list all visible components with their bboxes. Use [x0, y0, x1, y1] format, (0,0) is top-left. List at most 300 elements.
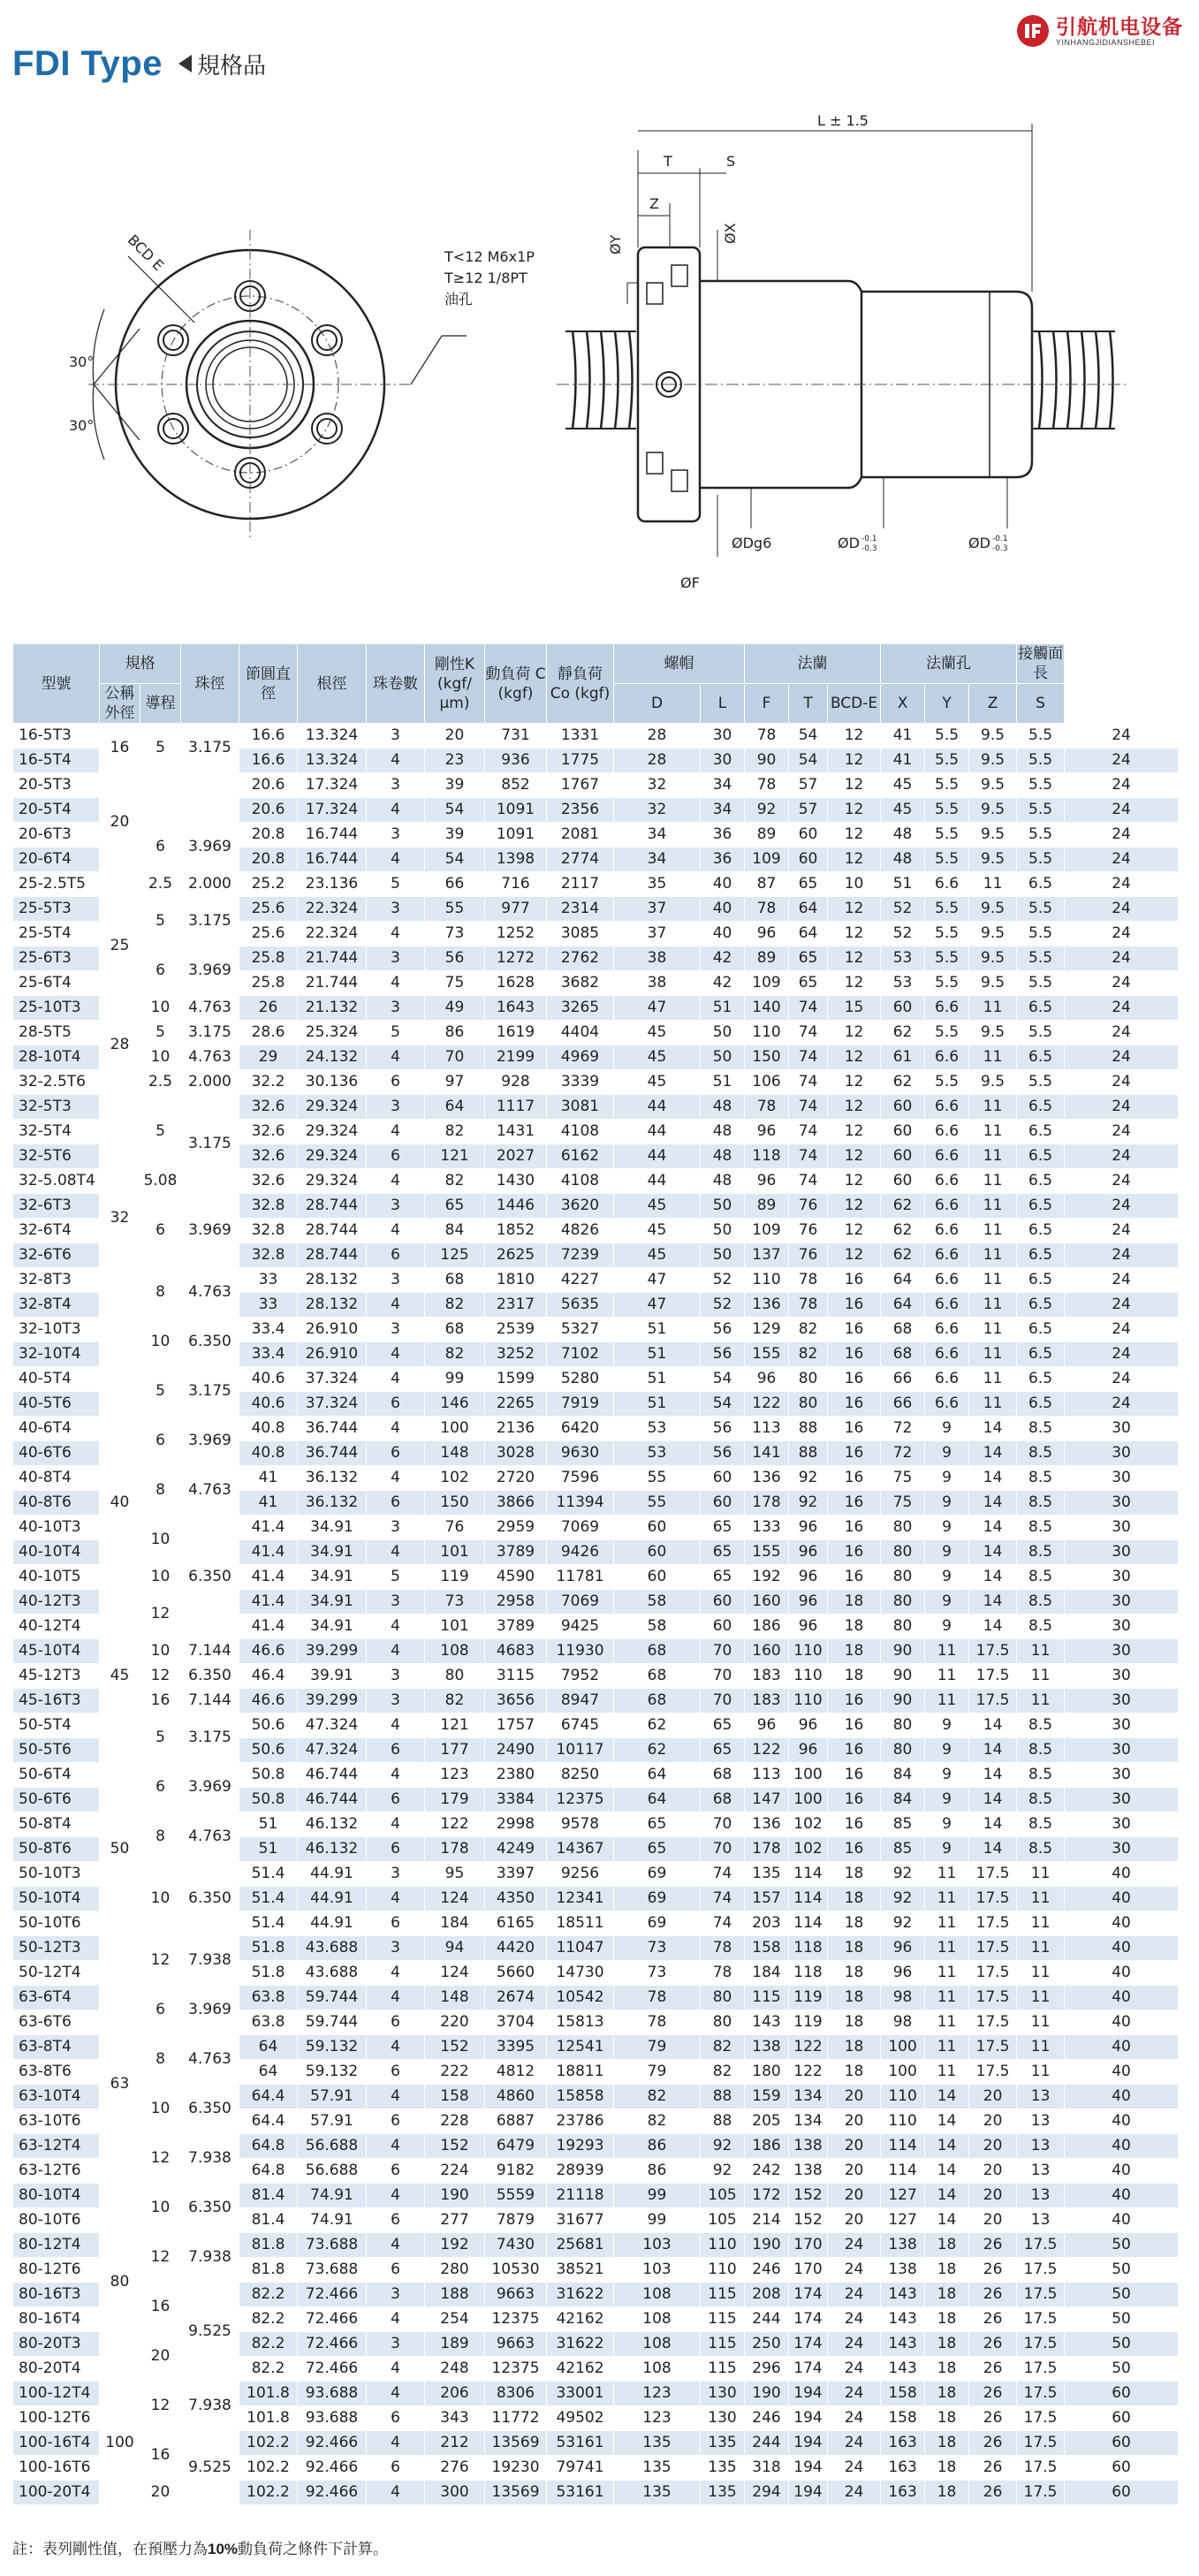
table-cell: 40 [1065, 1887, 1179, 1911]
table-cell: 10542 [547, 1986, 614, 2010]
table-cell: 5.5 [1017, 773, 1065, 798]
table-cell: 9.5 [969, 724, 1017, 748]
table-cell: 11 [925, 1639, 969, 1664]
table-cell: 6.350 [181, 2085, 239, 2134]
table-cell: 69 [614, 1911, 701, 1936]
table-cell: 2027 [485, 1144, 547, 1169]
table-cell: 63-8T4 [13, 2035, 100, 2060]
table-cell: 11 [969, 872, 1017, 897]
table-cell: 6 [140, 946, 181, 996]
spec-table-body [13, 724, 1179, 2505]
footnote-bold: 10% [208, 2541, 239, 2557]
table-cell: 114 [881, 2159, 925, 2184]
table-cell: 51 [614, 1367, 701, 1392]
table-row [13, 1986, 1179, 2010]
table-cell: 4.763 [181, 1812, 239, 1862]
table-cell: 72.466 [298, 2307, 367, 2332]
table-cell: 110 [701, 2233, 745, 2258]
table-cell: 30 [1065, 1763, 1179, 1788]
table-cell: 122 [745, 1738, 789, 1763]
table-cell: 64 [881, 1268, 925, 1293]
table-cell: 11 [1017, 1887, 1065, 1911]
table-cell: 6 [367, 2258, 425, 2283]
table-cell: 24 [1065, 1367, 1179, 1392]
table-cell: 68 [614, 1689, 701, 1714]
table-cell: 40 [1065, 2184, 1179, 2208]
table-cell: 5 [367, 1021, 425, 1045]
table-cell: 28939 [547, 2159, 614, 2184]
table-cell: 136 [745, 1812, 789, 1837]
table-cell: 53 [614, 1417, 701, 1441]
table-cell: 4 [367, 1466, 425, 1491]
table-cell: 1852 [485, 1219, 547, 1243]
table-cell: 1091 [485, 798, 547, 823]
table-cell: 16 [828, 1689, 881, 1714]
table-cell: 12 [828, 897, 881, 922]
table-cell: 47.324 [298, 1714, 367, 1738]
table-cell: 178 [745, 1491, 789, 1516]
table-cell: 18 [925, 2382, 969, 2406]
table-cell: 48 [701, 1095, 745, 1120]
table-cell: 39 [425, 773, 485, 798]
table-cell: 5.5 [1017, 897, 1065, 922]
table-cell: 8.5 [1017, 1812, 1065, 1837]
table-cell: 4350 [485, 1887, 547, 1911]
table-cell: 8.5 [1017, 1565, 1065, 1590]
table-cell: 13569 [485, 2431, 547, 2456]
thread-label-2: T≥12 1/8PT [444, 270, 527, 286]
table-cell: 4 [367, 1540, 425, 1565]
table-cell: 30 [701, 748, 745, 773]
table-cell: 4.763 [181, 1466, 239, 1516]
table-cell: 160 [745, 1639, 789, 1664]
table-cell: 40 [1065, 2159, 1179, 2184]
table-cell: 1446 [485, 1194, 547, 1219]
table-cell: 122 [745, 1392, 789, 1417]
table-cell: 60 [701, 1491, 745, 1516]
page-subtitle: 規格品 [196, 51, 266, 79]
table-cell: 57.91 [298, 2109, 367, 2134]
table-cell: 16-5T4 [13, 748, 100, 773]
table-cell: 32-8T4 [13, 1293, 100, 1318]
table-cell: 32.6 [239, 1144, 298, 1169]
table-cell: 43.688 [298, 1936, 367, 1961]
table-cell: 80-20T4 [13, 2357, 100, 2382]
table-cell: 40 [1065, 2109, 1179, 2134]
table-cell: 96 [745, 1714, 789, 1738]
table-cell: 194 [789, 2382, 828, 2406]
table-cell: 65 [614, 1837, 701, 1862]
table-cell: 250 [745, 2332, 789, 2357]
table-cell: 3397 [485, 1862, 547, 1887]
table-cell: 138 [745, 2035, 789, 2060]
table-cell: 50-8T4 [13, 1812, 100, 1837]
table-cell: 11 [969, 1293, 1017, 1318]
table-cell: 101.8 [239, 2382, 298, 2406]
table-cell: 11781 [547, 1565, 614, 1590]
table-cell: 124 [425, 1887, 485, 1911]
table-cell: 246 [745, 2406, 789, 2431]
table-cell: 9663 [485, 2283, 547, 2307]
table-cell: 18 [828, 1961, 881, 1986]
table-cell: 8.5 [1017, 1466, 1065, 1491]
table-cell: 26 [239, 996, 298, 1021]
table-cell: 3 [367, 946, 425, 971]
table-cell: 74 [789, 1070, 828, 1095]
table-cell: 110 [881, 2085, 925, 2109]
table-cell: 32.6 [239, 1120, 298, 1144]
table-cell: 50.6 [239, 1714, 298, 1738]
table-cell: 18 [925, 2357, 969, 2382]
table-cell: 81.8 [239, 2258, 298, 2283]
table-cell: 4 [367, 1887, 425, 1911]
table-cell: 13 [1017, 2159, 1065, 2184]
table-cell: 24 [1065, 1120, 1179, 1144]
table-cell: 102 [789, 1812, 828, 1837]
table-cell: 92 [881, 1911, 925, 1936]
table-cell: 11 [925, 1961, 969, 1986]
table-cell: 41 [239, 1491, 298, 1516]
table-cell: 115 [701, 2332, 745, 2357]
table-cell: 5.5 [925, 773, 969, 798]
table-cell: 5.5 [1017, 946, 1065, 971]
table-cell: 38 [614, 971, 701, 996]
table-row [13, 897, 1179, 922]
table-cell: 73 [425, 922, 485, 946]
table-cell: 4 [367, 1219, 425, 1243]
table-cell: 80 [789, 1367, 828, 1392]
table-cell: 2490 [485, 1738, 547, 1763]
table-cell: 16 [828, 1318, 881, 1342]
table-cell: 94 [425, 1936, 485, 1961]
col-root: 根徑 [298, 644, 367, 724]
table-cell: 17.5 [969, 1664, 1017, 1689]
table-cell: 64.8 [239, 2159, 298, 2184]
table-cell: 2117 [547, 872, 614, 897]
table-cell: 6.6 [925, 996, 969, 1021]
table-cell: 82 [614, 2085, 701, 2109]
table-cell: 74 [789, 996, 828, 1021]
table-cell: 8.5 [1017, 1837, 1065, 1862]
col-nominal: 公稱外徑 [100, 684, 140, 724]
table-cell: 2199 [485, 1045, 547, 1070]
table-cell: 3.175 [181, 724, 239, 773]
table-cell: 10 [140, 1318, 181, 1367]
table-row [13, 872, 1179, 897]
table-cell: 18 [828, 1639, 881, 1664]
table-cell: 64 [789, 922, 828, 946]
table-cell: 115 [701, 2307, 745, 2332]
table-cell: 9.5 [969, 946, 1017, 971]
length-dim-label: L ± 1.5 [817, 112, 869, 129]
table-cell: 82 [701, 2060, 745, 2085]
table-cell: 57 [789, 798, 828, 823]
table-cell: 66 [881, 1392, 925, 1417]
table-cell: 76 [789, 1243, 828, 1268]
table-cell: 32.6 [239, 1095, 298, 1120]
table-cell: 68 [881, 1342, 925, 1367]
table-cell: 16 [100, 724, 140, 773]
table-cell: 158 [881, 2406, 925, 2431]
table-cell: 11047 [547, 1936, 614, 1961]
table-cell: 110 [881, 2109, 925, 2134]
table-cell: 79 [614, 2060, 701, 2085]
table-cell: 11 [1017, 1936, 1065, 1961]
table-cell: 48 [701, 1144, 745, 1169]
table-cell: 64 [239, 2035, 298, 2060]
table-cell: 80-12T6 [13, 2258, 100, 2283]
table-cell: 1430 [485, 1169, 547, 1194]
table-cell: 119 [789, 2010, 828, 2035]
table-cell: 16 [828, 1812, 881, 1837]
table-cell: 18 [828, 2060, 881, 2085]
table-cell: 110 [789, 1639, 828, 1664]
table-cell: 46.6 [239, 1689, 298, 1714]
table-cell: 6 [367, 1837, 425, 1862]
table-cell: 9 [925, 1441, 969, 1466]
table-cell: 135 [701, 2456, 745, 2481]
table-cell: 183 [745, 1664, 789, 1689]
table-cell: 12 [828, 971, 881, 996]
table-cell: 4420 [485, 1936, 547, 1961]
table-cell: 6 [367, 1392, 425, 1417]
table-cell: 2081 [547, 823, 614, 847]
table-cell: 184 [425, 1911, 485, 1936]
table-cell: 6.350 [181, 1664, 239, 1689]
table-cell: 5.5 [925, 971, 969, 996]
table-row [13, 1639, 1179, 1664]
table-cell: 105 [701, 2208, 745, 2233]
table-cell: 977 [485, 897, 547, 922]
table-cell: 30 [1065, 1540, 1179, 1565]
table-cell: 65 [425, 1194, 485, 1219]
table-cell: 50-10T6 [13, 1911, 100, 1936]
table-cell: 18 [925, 2332, 969, 2357]
table-cell: 8.5 [1017, 1540, 1065, 1565]
table-cell: 65 [789, 971, 828, 996]
table-cell: 6 [367, 1243, 425, 1268]
table-cell [181, 773, 239, 823]
table-cell: 1117 [485, 1095, 547, 1120]
table-cell: 14 [969, 1738, 1017, 1763]
table-cell: 41.4 [239, 1615, 298, 1639]
table-cell: 102 [789, 1837, 828, 1862]
col-ball: 珠徑 [181, 644, 239, 724]
table-cell: 246 [745, 2258, 789, 2283]
table-cell: 96 [789, 1565, 828, 1590]
table-cell: 68 [614, 1664, 701, 1689]
table-cell: 129 [745, 1318, 789, 1342]
page-header [12, 39, 266, 88]
table-cell: 1252 [485, 922, 547, 946]
table-cell: 20 [828, 2134, 881, 2159]
table-cell: 60 [881, 1120, 925, 1144]
table-cell: 65 [701, 1540, 745, 1565]
table-cell: 130 [701, 2406, 745, 2431]
table-cell: 56.688 [298, 2134, 367, 2159]
table-cell: 135 [745, 1862, 789, 1887]
table-cell: 276 [425, 2456, 485, 2481]
table-cell: 6.6 [925, 872, 969, 897]
table-cell: 24 [1065, 1342, 1179, 1367]
table-cell: 6 [140, 1986, 181, 2035]
x-dim-label: ØX [722, 223, 739, 244]
table-cell: 18 [925, 2307, 969, 2332]
table-cell: 4.763 [181, 1045, 239, 1070]
table-cell: 8.5 [1017, 1441, 1065, 1466]
table-cell: 39.299 [298, 1639, 367, 1664]
table-cell: 9426 [547, 1540, 614, 1565]
table-cell: 24 [1065, 1095, 1179, 1120]
table-cell: 45-12T3 [13, 1664, 100, 1689]
table-cell: 127 [881, 2184, 925, 2208]
table-cell: 7.144 [181, 1639, 239, 1664]
table-cell: 3.175 [181, 897, 239, 946]
table-cell: 170 [789, 2233, 828, 2258]
table-cell: 33001 [547, 2382, 614, 2406]
table-cell: 96 [745, 1367, 789, 1392]
table-cell: 30 [1065, 1590, 1179, 1615]
table-cell: 16 [828, 1392, 881, 1417]
table-cell: 3.969 [181, 1417, 239, 1466]
table-cell: 30 [1065, 1664, 1179, 1689]
table-cell: 26 [969, 2456, 1017, 2481]
table-cell: 4826 [547, 1219, 614, 1243]
table-cell: 11 [969, 996, 1017, 1021]
table-cell: 6.5 [1017, 1293, 1065, 1318]
table-cell: 30 [1065, 1417, 1179, 1441]
table-cell: 78 [614, 2010, 701, 2035]
table-cell: 60 [701, 1466, 745, 1491]
table-cell: 3085 [547, 922, 614, 946]
table-cell: 9 [925, 1466, 969, 1491]
table-cell: 63.8 [239, 2010, 298, 2035]
table-cell: 54 [701, 1392, 745, 1417]
table-cell: 96 [881, 1961, 925, 1986]
table-cell: 80-10T6 [13, 2208, 100, 2233]
table-cell: 3.175 [181, 1095, 239, 1194]
table-cell: 114 [789, 1862, 828, 1887]
table-cell: 40-8T6 [13, 1491, 100, 1516]
table-cell: 40-5T6 [13, 1392, 100, 1417]
table-cell: 30 [1065, 1788, 1179, 1812]
table-cell: 92 [881, 1862, 925, 1887]
table-cell: 74 [789, 1095, 828, 1120]
table-row [13, 1689, 1179, 1714]
d2-tol-lower: -0.3 [992, 544, 1008, 553]
table-cell: 140 [745, 996, 789, 1021]
table-cell: 108 [614, 2283, 701, 2307]
table-cell: 40-10T5 [13, 1565, 100, 1590]
table-cell: 25-5T3 [13, 897, 100, 922]
table-cell: 254 [425, 2307, 485, 2332]
table-cell: 2998 [485, 1812, 547, 1837]
table-cell: 6420 [547, 1417, 614, 1441]
table-cell: 24 [1065, 1194, 1179, 1219]
table-cell: 1331 [547, 724, 614, 748]
table-cell: 14 [925, 2184, 969, 2208]
table-cell: 17.5 [1017, 2258, 1065, 2283]
table-cell: 152 [789, 2208, 828, 2233]
table-cell: 17.5 [1017, 2283, 1065, 2307]
table-cell: 40 [1065, 2010, 1179, 2035]
table-cell: 20 [140, 2481, 181, 2505]
table-cell: 26.910 [298, 1318, 367, 1342]
table-cell: 44 [614, 1120, 701, 1144]
col-nut-d: D [614, 684, 701, 724]
table-cell: 28-10T4 [13, 1045, 100, 1070]
table-cell: 29.324 [298, 1120, 367, 1144]
footnote-suffix: 動負荷之條件下計算。 [238, 2541, 389, 2557]
table-cell: 6 [367, 1441, 425, 1466]
table-cell: 7239 [547, 1243, 614, 1268]
table-cell: 70 [701, 1664, 745, 1689]
table-cell: 25681 [547, 2233, 614, 2258]
table-cell: 48 [701, 1169, 745, 1194]
table-cell: 88 [789, 1417, 828, 1441]
table-cell: 6 [367, 2010, 425, 2035]
table-cell: 80 [881, 1516, 925, 1540]
table-cell: 3395 [485, 2035, 547, 2060]
table-cell: 4 [367, 1812, 425, 1837]
table-cell: 9 [925, 1540, 969, 1565]
table-cell: 3 [367, 1664, 425, 1689]
table-cell: 150 [425, 1491, 485, 1516]
table-cell: 108 [614, 2332, 701, 2357]
table-cell: 9 [925, 1837, 969, 1862]
table-cell: 6.6 [925, 1392, 969, 1417]
table-row [13, 1936, 1179, 1961]
table-cell: 6165 [485, 1911, 547, 1936]
table-cell: 60 [881, 1144, 925, 1169]
table-cell: 24 [828, 2357, 881, 2382]
table-cell: 40.8 [239, 1417, 298, 1441]
table-cell: 50-10T3 [13, 1862, 100, 1887]
table-cell: 80-20T3 [13, 2332, 100, 2357]
table-cell: 2356 [547, 798, 614, 823]
table-row [13, 1367, 1179, 1392]
table-cell: 9.525 [181, 2283, 239, 2382]
table-cell: 24 [1065, 1243, 1179, 1268]
left-arrow-icon [178, 55, 192, 72]
table-cell: 82.2 [239, 2332, 298, 2357]
table-cell: 14 [969, 1788, 1017, 1812]
table-cell: 15813 [547, 2010, 614, 2035]
table-cell: 51.8 [239, 1961, 298, 1986]
angle-bottom-label: 30° [69, 417, 95, 434]
table-cell: 4590 [485, 1565, 547, 1590]
table-row [13, 2431, 1179, 2456]
table-cell: 86 [614, 2159, 701, 2184]
table-row [13, 2035, 1179, 2060]
table-cell: 11 [925, 1887, 969, 1911]
table-cell: 3 [367, 1862, 425, 1887]
table-cell: 17.5 [1017, 2481, 1065, 2505]
table-cell: 40 [1065, 2085, 1179, 2109]
table-cell: 179 [425, 1788, 485, 1812]
table-cell: 242 [745, 2159, 789, 2184]
table-cell: 5.5 [925, 897, 969, 922]
table-cell: 1599 [485, 1367, 547, 1392]
table-cell: 214 [745, 2208, 789, 2233]
table-cell: 6.5 [1017, 1095, 1065, 1120]
table-cell: 51 [701, 996, 745, 1021]
table-cell: 4860 [485, 2085, 547, 2109]
table-cell: 40 [1065, 1936, 1179, 1961]
table-cell: 7.144 [181, 1689, 239, 1714]
table-cell: 186 [745, 2134, 789, 2159]
table-cell: 4 [367, 1986, 425, 2010]
